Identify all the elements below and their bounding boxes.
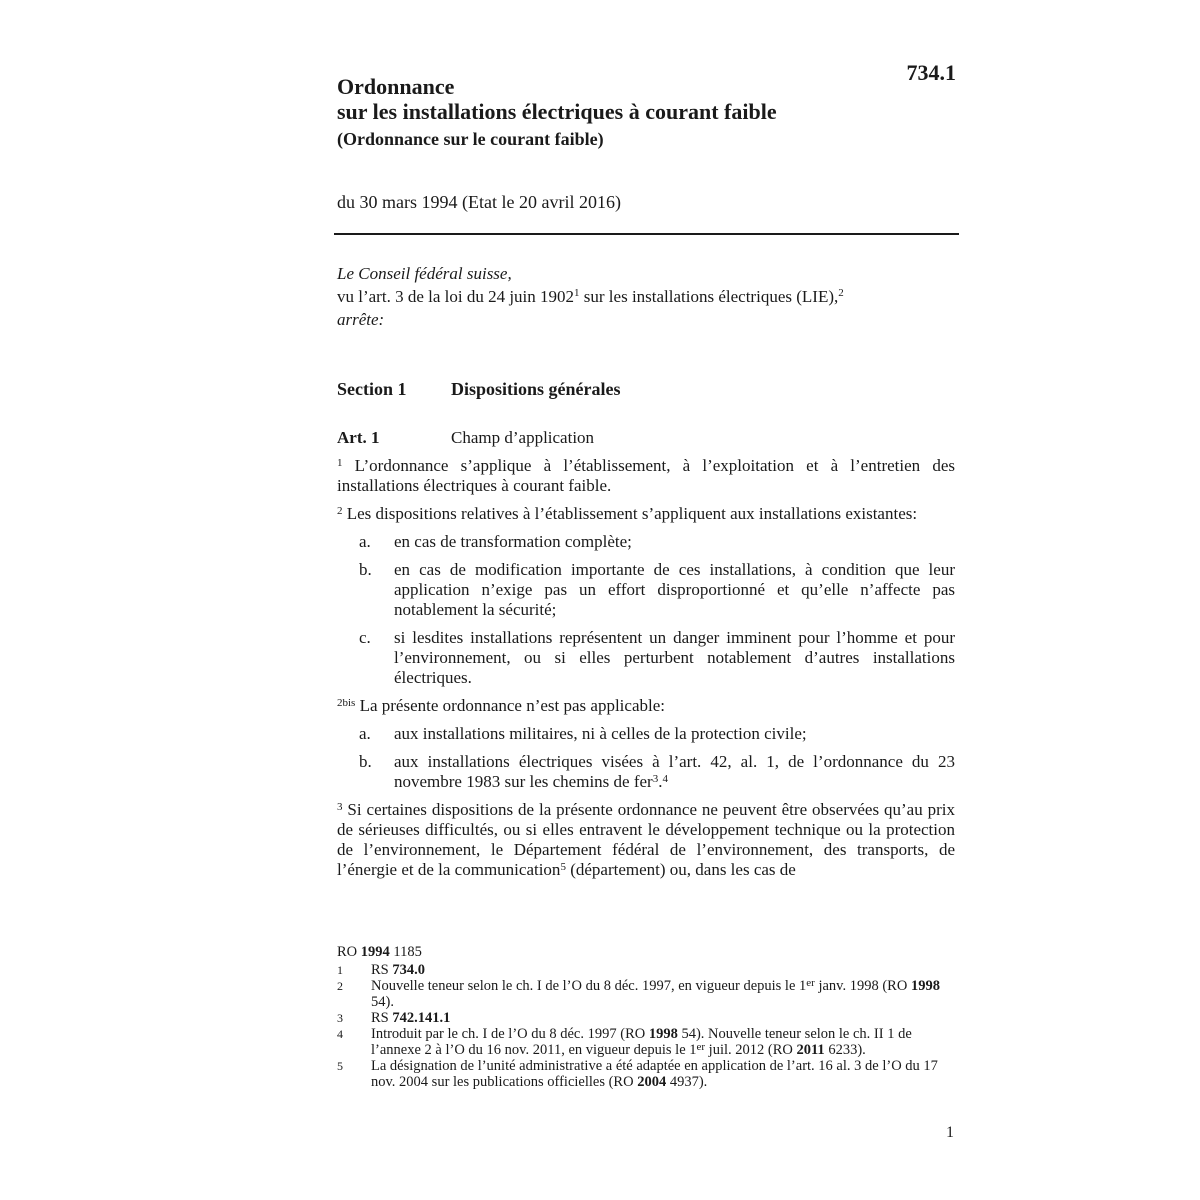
footnote-sr-ref: 734.0 — [392, 962, 425, 978]
list-item — [337, 724, 955, 744]
sr-number: 734.1 — [906, 60, 956, 85]
paragraph-1 — [337, 456, 955, 496]
list-item — [337, 532, 955, 552]
footnote-part: 6233). — [824, 1042, 866, 1058]
footnote-part: 54). Nouvelle teneur selon le ch. II 1 de l’annexe 2 à l’O du 16 nov. 2011, en vigueur depuis le 1 — [371, 1026, 912, 1058]
list-letter: a. — [359, 724, 371, 743]
list-text-end: . — [658, 772, 663, 791]
list-item — [337, 560, 955, 620]
list-letter: c. — [359, 628, 371, 647]
article-title: Champ d’application — [451, 428, 595, 447]
footnote-text — [371, 978, 942, 1010]
preamble-authority: Le Conseil fédéral suisse, — [337, 264, 512, 283]
footnote-number: 3 — [337, 1011, 343, 1025]
footnote-year: 2004 — [637, 1074, 667, 1090]
page-number: 1 — [946, 1124, 954, 1141]
footnote-ref-5[interactable]: 5 — [560, 861, 566, 873]
considering-text-start: vu l’art. 3 de la loi du 24 juin 1902 — [337, 287, 575, 306]
ro-year: 1994 — [360, 944, 390, 960]
footnote-part: Nouvelle teneur selon le ch. I de l’O du 8 déc. 1997, en vigueur depuis le 1 — [371, 978, 807, 994]
paragraph-3 — [337, 800, 955, 880]
paragraph-text: La présente ordonnance n’est pas applicable: — [355, 696, 665, 715]
list-item — [337, 752, 955, 792]
footnote-year: 1998 — [648, 1026, 678, 1042]
section-title: Dispositions générales — [451, 379, 621, 399]
footnote-year: 1998 — [910, 978, 940, 994]
footnote-text — [371, 962, 942, 978]
list-text-wrapper — [394, 752, 955, 792]
article-heading — [337, 428, 955, 448]
list-letter: b. — [359, 752, 372, 771]
footnote-part: 4937). — [666, 1074, 708, 1090]
footnote-number: 2 — [337, 979, 343, 993]
list-text: en cas de transformation complète; — [394, 532, 632, 551]
footnote-text — [371, 1058, 942, 1090]
paragraph-text-tail: (département) ou, dans les cas de — [565, 860, 796, 879]
footnote-2 — [337, 978, 942, 1010]
footnote-ref-1[interactable]: 1 — [574, 287, 580, 299]
list-text: aux installations militaires, ni à celles de la protection civile; — [394, 724, 807, 743]
footnote-ref-3[interactable]: 3 — [652, 773, 659, 785]
paragraph-number: 2bis — [337, 697, 356, 709]
list-letter: a. — [359, 532, 371, 551]
footnote-part: Introduit par le ch. I de l’O du 8 déc. 1997 (RO — [371, 1026, 649, 1042]
document-subtitle: (Ordonnance sur le courant faible) — [337, 129, 604, 149]
paragraph-number: 1 — [337, 457, 343, 469]
paragraph-text: L’ordonnance s’applique à l’établissement, à l’exploitation et à l’entretien des installations électriques à courant faible. — [337, 456, 955, 495]
footnote-number: 1 — [337, 963, 343, 977]
title-line-1: Ordonnance — [337, 74, 455, 99]
paragraph-2-list — [337, 532, 955, 688]
footnote-part: La désignation de l’unité administrative a été adaptée en application de l’art. 16 al. 3 de l’O du 17 nov. 2004 sur les publications officielles (RO — [371, 1058, 938, 1090]
preamble-considering — [337, 285, 957, 308]
list-letter: b. — [359, 560, 372, 579]
footnotes — [337, 944, 942, 1090]
footnote-number: 4 — [337, 1027, 343, 1041]
ro-page: 1185 — [389, 944, 422, 960]
preamble-decrees: arrête: — [337, 310, 385, 329]
list-item — [337, 628, 955, 688]
header-divider — [334, 233, 959, 235]
footnote-prefix: RS — [371, 962, 393, 978]
footnote-year: 2011 — [796, 1042, 825, 1058]
ro-reference — [337, 944, 942, 960]
date-line: du 30 mars 1994 (Etat le 20 avril 2016) — [337, 192, 621, 212]
paragraph-number: 3 — [337, 801, 343, 813]
title-line-2: sur les installations électriques à courant faible — [337, 99, 777, 124]
preamble — [337, 262, 957, 331]
footnote-3 — [337, 1010, 942, 1026]
paragraph-2bis-list — [337, 724, 955, 792]
paragraph-text: Si certaines dispositions de la présente ordonnance ne peuvent être observées qu’au prix de sérieuses difficultés, ou si elles entravent le développement technique ou la protection de l’environnement, le Département fédéral de l’environnement, des transports, de l’énergie et de la communication — [337, 800, 955, 879]
footnote-text — [371, 1026, 942, 1058]
footnote-sr-ref: 742.141.1 — [392, 1010, 451, 1026]
footnote-text — [371, 1010, 942, 1026]
footnote-1 — [337, 962, 942, 978]
paragraph-text: Les dispositions relatives à l’établissement s’appliquent aux installations existantes: — [342, 504, 918, 523]
paragraph-2 — [337, 504, 955, 524]
footnote-part: janv. 1998 (RO — [814, 978, 911, 994]
section-heading — [337, 379, 621, 400]
footnote-part: juil. 2012 (RO — [705, 1042, 797, 1058]
footnote-number: 5 — [337, 1059, 343, 1073]
footnote-prefix: RS — [371, 1010, 393, 1026]
footnote-5 — [337, 1058, 942, 1090]
footnote-part: 54). — [371, 994, 394, 1010]
ro-prefix: RO — [337, 944, 361, 960]
footnote-sup: er — [806, 977, 815, 989]
footnote-ref-4[interactable]: 4 — [662, 773, 668, 785]
section-number: Section 1 — [337, 379, 407, 399]
document-title — [337, 74, 877, 124]
paragraph-2bis — [337, 696, 955, 716]
list-text: en cas de modification importante de ces installations, à condition que leur application n’exige pas un effort disproportionné et qu’elle n’affecte pas notablement la sécurité; — [394, 560, 955, 619]
footnote-ref-2[interactable]: 2 — [838, 287, 844, 299]
list-text: aux installations électriques visées à l’art. 42, al. 1, de l’ordonnance du 23 novembre 1983 sur les chemins de fer — [394, 752, 955, 791]
paragraph-number: 2 — [337, 505, 343, 517]
footnote-sup: er — [696, 1041, 706, 1053]
considering-text-end: sur les installations électriques (LIE), — [579, 287, 839, 306]
footnote-4 — [337, 1026, 942, 1058]
article-number: Art. 1 — [337, 428, 380, 447]
list-text: si lesdites installations représentent un danger imminent pour l’homme et pour l’environnement, ou si elles perturbent notablement d’autres installations électriques. — [394, 628, 955, 687]
article-1 — [337, 428, 955, 888]
